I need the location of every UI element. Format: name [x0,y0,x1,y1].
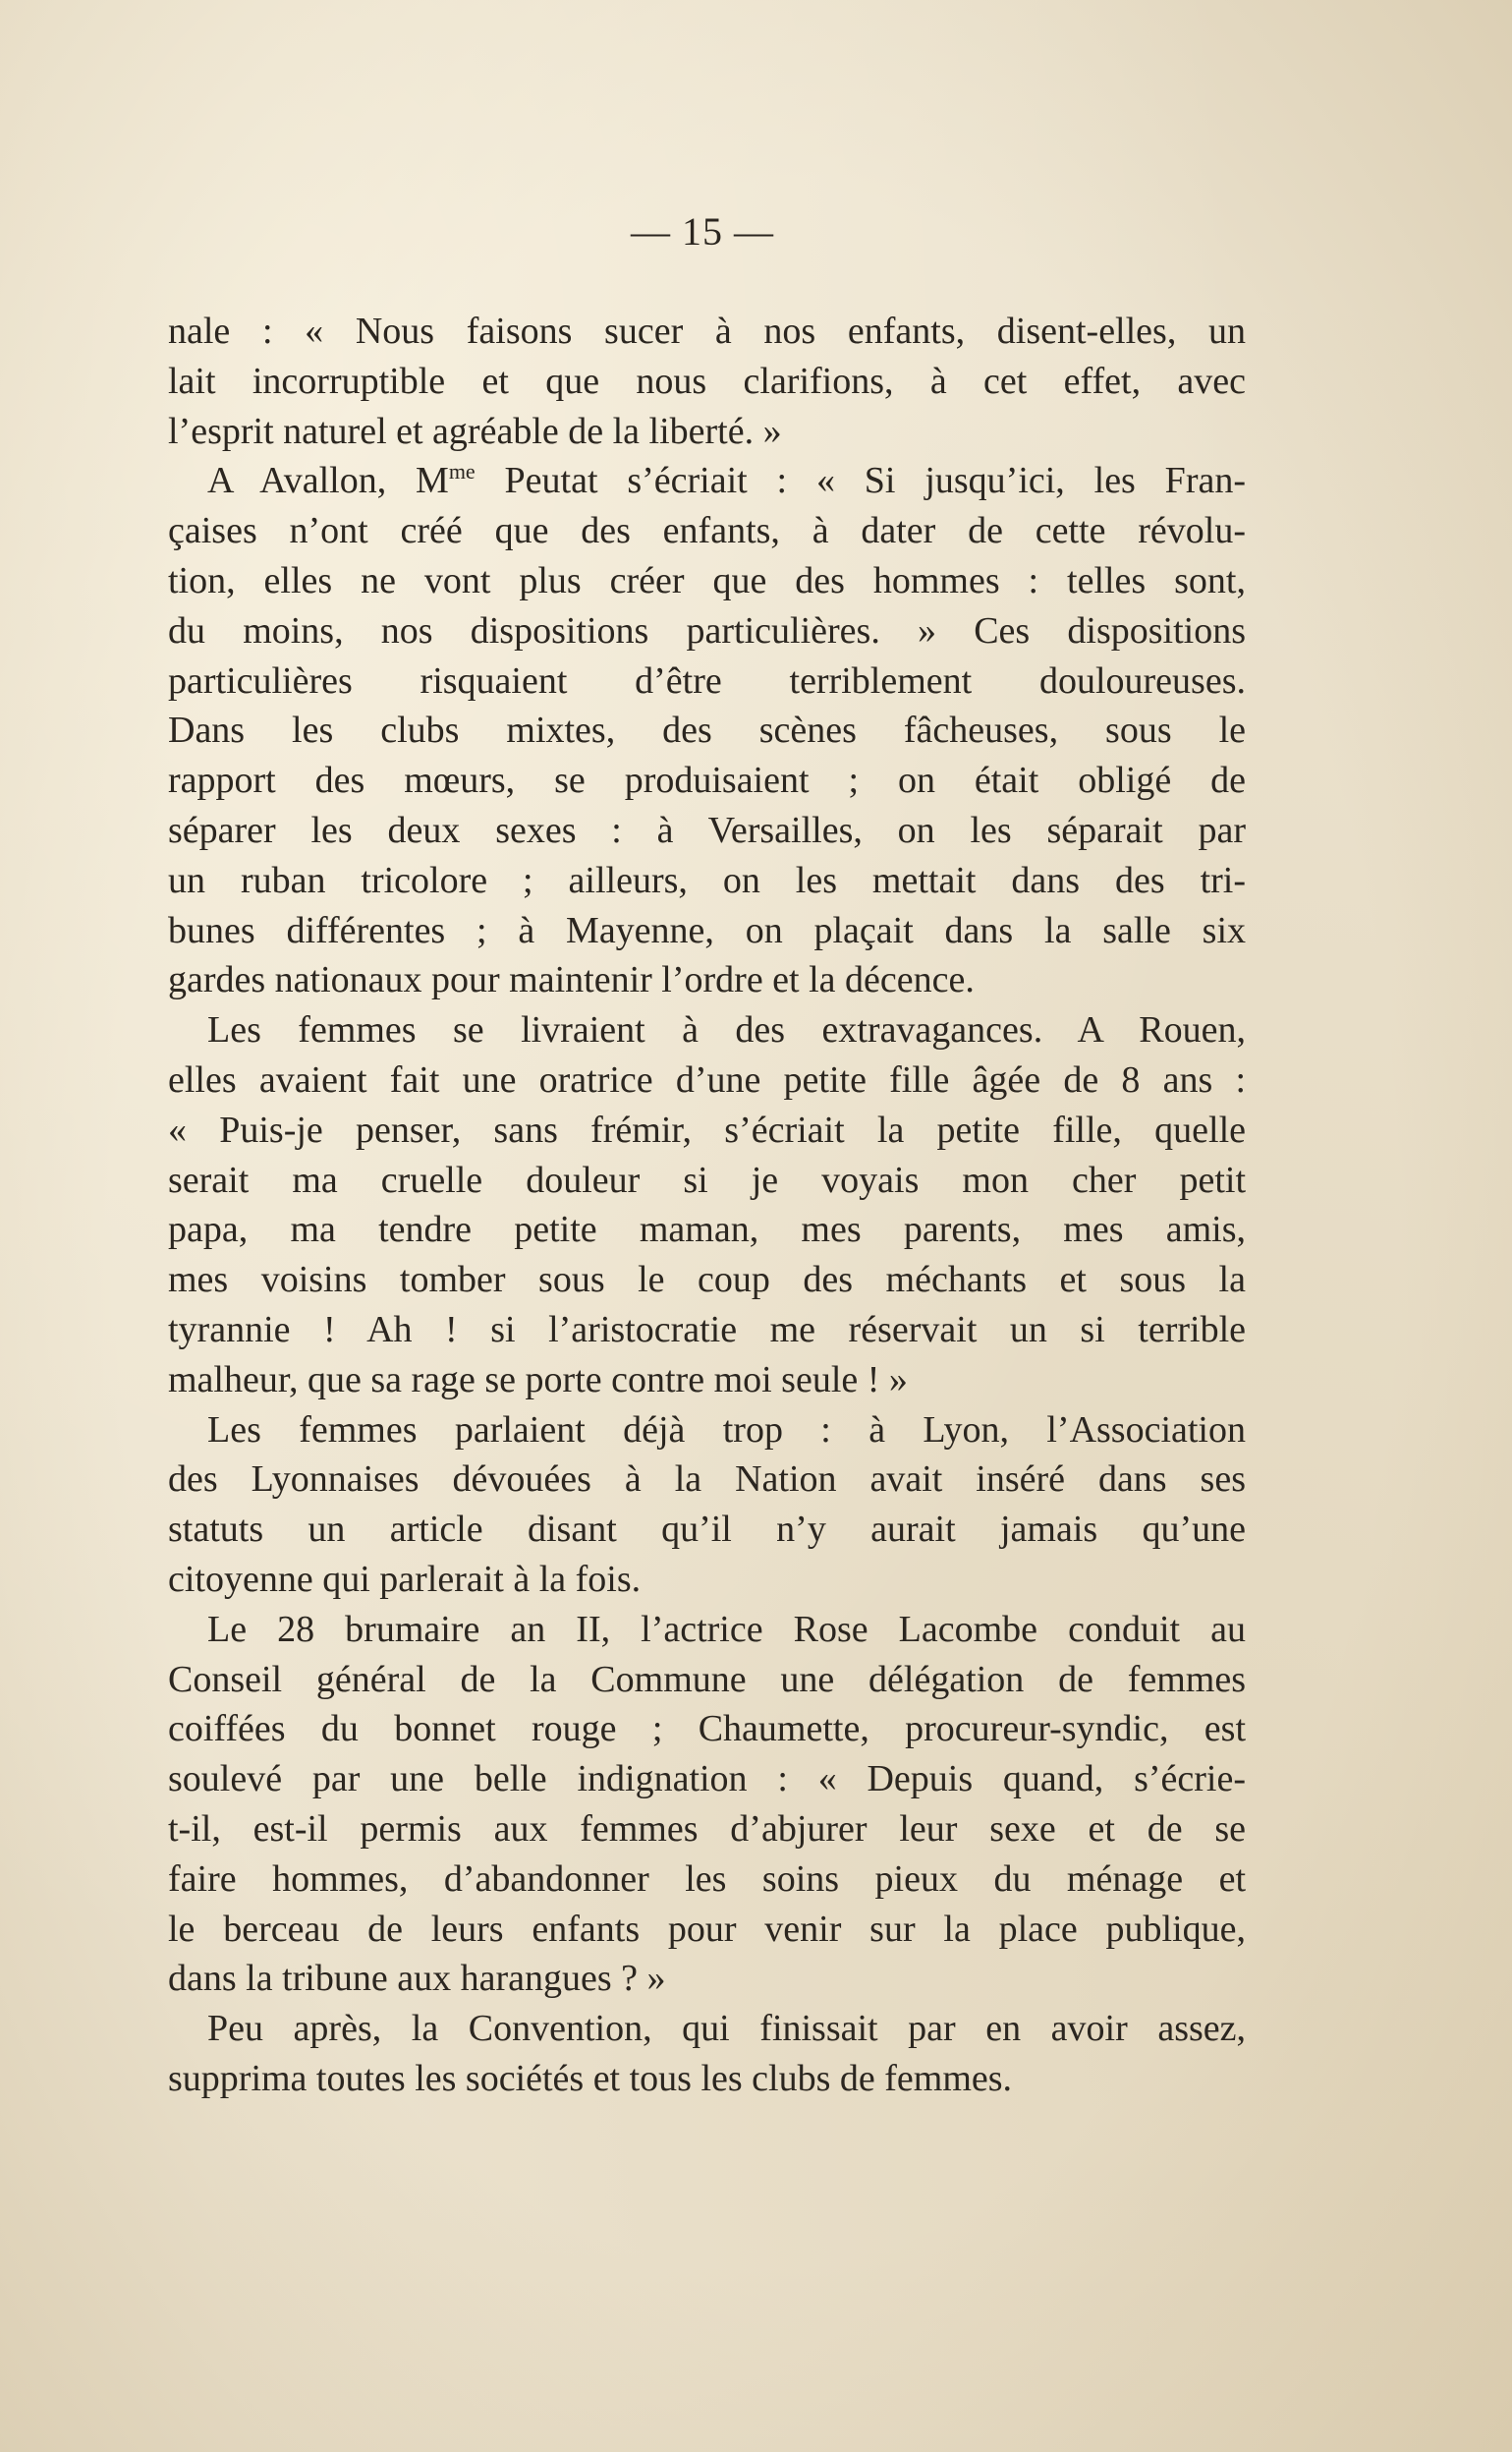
paragraph-5 [168,1605,1246,2004]
paragraph-3 [168,1005,1246,1404]
page-number: — 15 — [631,209,774,254]
text-line: Les femmes se livraient à des extravagances. A Rouen, [207,1009,1246,1052]
text-line: faire hommes, d’abandonner les soins pieux du ménage et [168,1857,1246,1900]
text-line-with-superscript [168,456,1246,506]
text-line: le berceau de leurs enfants pour venir sur la place publique, [168,1908,1246,1950]
paragraph-2 [168,456,1246,1005]
paragraph-6 [168,2004,1246,2104]
text-line: Peu après, la Convention, qui finissait par en avoir assez, [207,2008,1246,2050]
text-line: tion, elles ne vont plus créer que des hommes : telles sont, [168,559,1246,601]
text-line: bunes différentes ; à Mayenne, on plaçait dans la salle six [168,909,1246,951]
text-line: t-il, est-il permis aux femmes d’abjurer leur sexe et de se [168,1807,1246,1850]
body-text [168,307,1246,2104]
text-line: elles avaient fait une oratrice d’une petite fille âgée de 8 ans : [168,1058,1246,1101]
text-line: mes voisins tomber sous le coup des méchants et sous la [168,1259,1246,1301]
text-line: « Puis-je penser, sans frémir, s’écriait la petite fille, quelle [168,1109,1246,1151]
text-line: citoyenne qui parlerait à la fois. [168,1558,642,1600]
text-line: çaises n’ont créé que des enfants, à dater de cette révolu- [168,510,1246,552]
text-line: serait ma cruelle douleur si je voyais mon cher petit [168,1159,1246,1201]
text-line: papa, ma tendre petite maman, mes parents, mes amis, [168,1209,1246,1251]
text-line: lait incorruptible et que nous clarifions, à cet effet, avec [168,360,1246,402]
text-line: rapport des mœurs, se produisaient ; on était obligé de [168,760,1246,802]
text-line: tyrannie ! Ah ! si l’aristocratie me réservait un si terrible [168,1308,1246,1350]
text-line: dans la tribune aux harangues ? » [168,1958,666,2000]
text-line: Conseil général de la Commune une délégation de femmes [168,1658,1246,1700]
text-line: Les femmes parlaient déjà trop : à Lyon, l’Association [207,1408,1246,1451]
paragraph-4 [168,1405,1246,1605]
text-line: nale : « Nous faisons sucer à nos enfants, disent-elles, un [168,311,1246,352]
text-line: un ruban tricolore ; ailleurs, on les mettait dans des tri- [168,859,1246,901]
superscript-abbreviation: me [448,459,476,485]
text-line: Dans les clubs mixtes, des scènes fâcheuses, sous le [168,710,1246,752]
text-line: l’esprit naturel et agréable de la liberté. » [168,410,782,452]
text-line: statuts un article disant qu’il n’y aurait jamais qu’une [168,1509,1246,1551]
text-line: séparer les deux sexes : à Versailles, on les séparait par [168,809,1246,851]
text-line: des Lyonnaises dévouées à la Nation avait inséré dans ses [168,1458,1246,1501]
text-fragment: A Avallon, M [207,460,449,502]
text-line: coiffées du bonnet rouge ; Chaumette, procureur-syndic, est [168,1708,1246,1750]
paragraph-1 [168,307,1246,456]
text-line: supprima toutes les sociétés et tous les clubs de femmes. [168,2057,1013,2099]
text-line: Le 28 brumaire an II, l’actrice Rose Lacombe conduit au [207,1608,1246,1650]
text-fragment: Peutat s’écriait : « Si jusqu’ici, les Fran- [475,460,1246,502]
text-line: gardes nationaux pour maintenir l’ordre et la décence. [168,959,975,1001]
text-line: malheur, que sa rage se porte contre moi seule ! » [168,1358,908,1400]
text-line: soulevé par une belle indignation : « Depuis quand, s’écrie- [168,1758,1246,1800]
text-line: particulières risquaient d’être terriblement douloureuses. [168,659,1246,702]
text-line: du moins, nos dispositions particulières. » Ces dispositions [168,609,1246,652]
